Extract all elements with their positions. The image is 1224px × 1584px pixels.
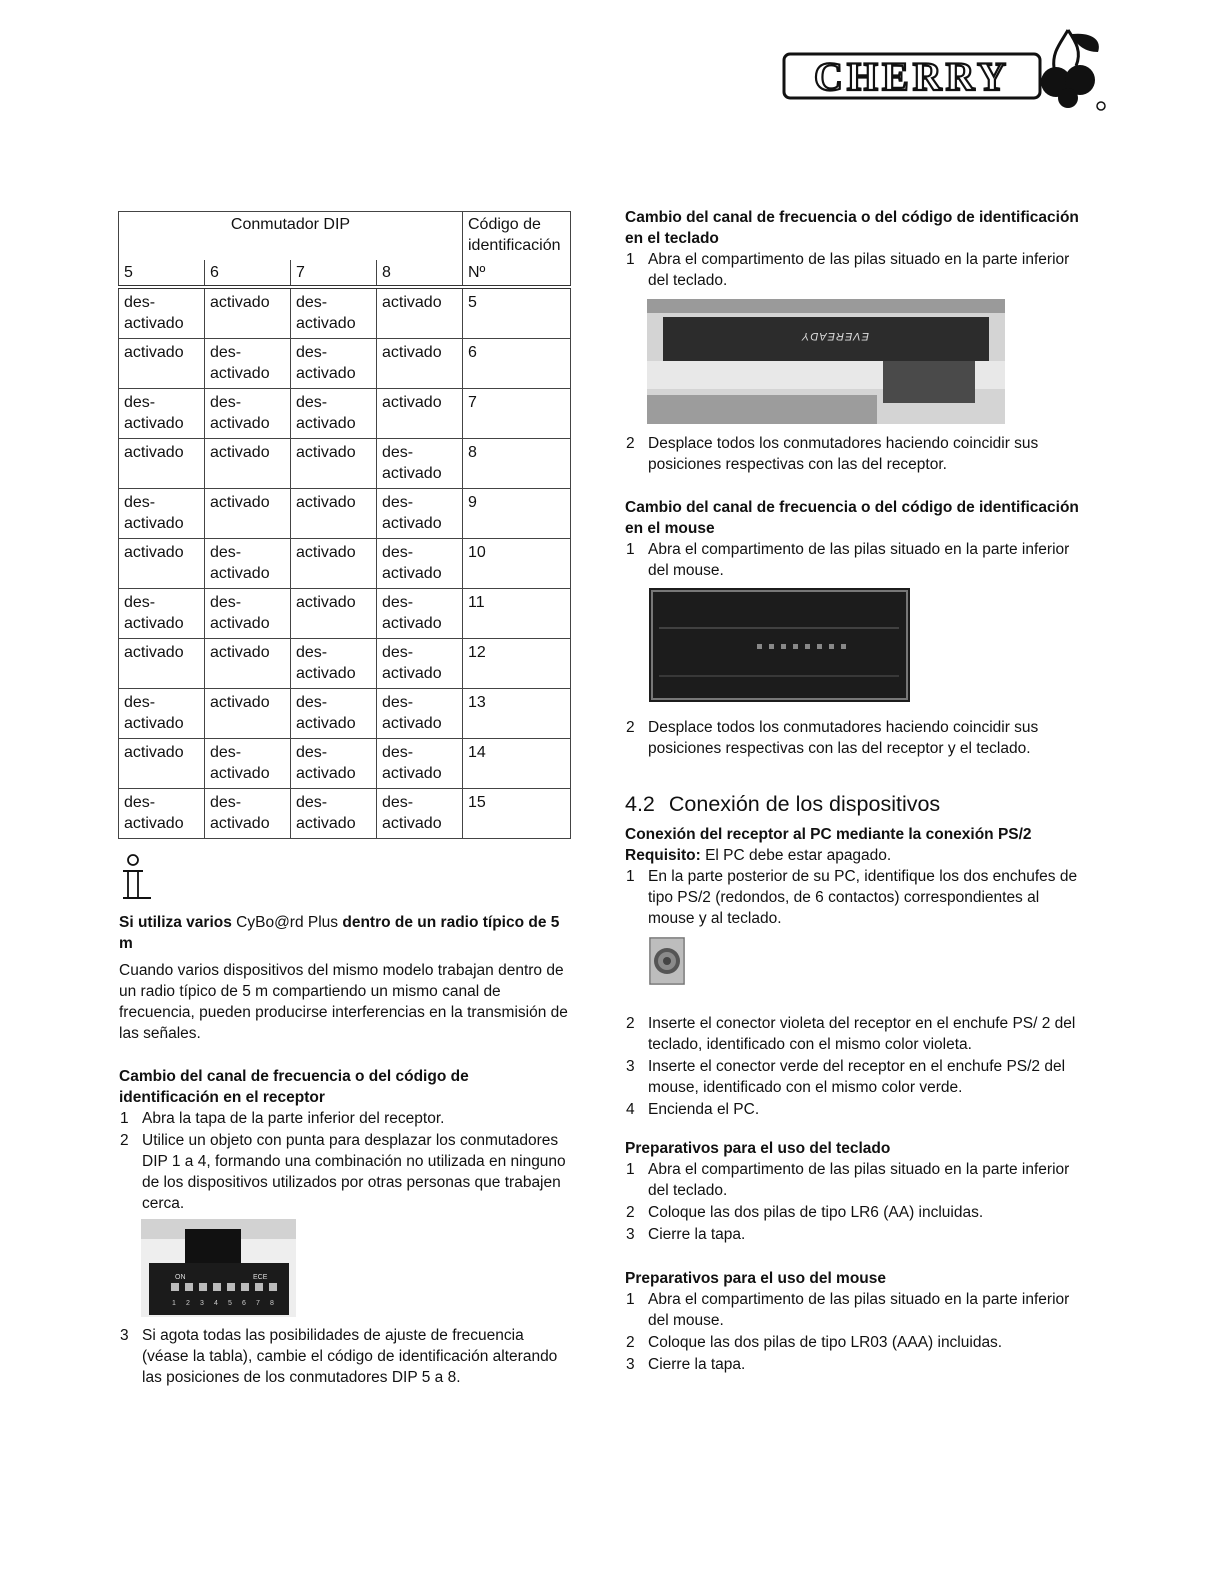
info-icon [121,854,155,904]
step-text: Cierre la tapa. [648,1356,746,1373]
table-row [119,689,571,739]
table-cell-switch-6: des- activado [205,339,291,389]
table-row [119,539,571,589]
table-cell-switch-6: des- activado [205,739,291,789]
table-cell-switch-6: des- activado [205,389,291,439]
table-cell-switch-8: des- activado [377,639,463,689]
connection-subheading: Conexión del receptor al PC mediante la conexión PS/2 [625,826,1032,843]
table-cell-id: 8 [463,439,571,489]
cherry-logo-graphic [776,22,1112,112]
photo-ece-label: ECE [253,1274,268,1281]
table-cell-switch-7: activado [291,589,377,639]
cherry-logo [776,22,1112,112]
photo-on-label: ON [175,1274,186,1281]
table-row [119,489,571,539]
step-text: Abra el compartimento de las pilas situado en la parte inferior del mouse. [648,1291,1070,1329]
photo-digit-4: 4 [214,1300,218,1307]
keyboard-change-section-cont [625,433,1080,476]
keyboard-change-steps-b [625,433,1080,475]
step-text: Abra el compartimento de las pilas situado en la parte inferior del mouse. [648,541,1070,579]
keyboard-change-section [625,207,1080,292]
table-cell-id: 6 [463,339,571,389]
table-row [119,789,571,839]
table-cell-switch-6: des- activado [205,789,291,839]
connection-step-2 [625,1013,1080,1055]
receiver-step-3 [119,1325,571,1388]
photo-digit-6: 6 [242,1300,246,1307]
step-text: En la parte posterior de su PC, identifique los dos enchufes de tipo PS/2 (redondos, de 6 contactos) correspondientes al mouse y al teclado. [648,868,1078,927]
dip-switch-table [118,211,571,839]
prep-keyboard-section [625,1138,1080,1246]
table-cell-switch-5: activado [119,539,205,589]
mouse-change-heading: Cambio del canal de frecuencia o del código de identificación en el mouse [625,499,1079,537]
ps2-port-photo [649,937,685,985]
table-cell-switch-7: des- activado [291,389,377,439]
step-number: 1 [626,1161,635,1178]
table-header-switch-5: 5 [119,260,205,287]
table-cell-switch-5: activado [119,439,205,489]
receiver-steps-a [119,1108,571,1214]
table-row [119,589,571,639]
step-number: 3 [626,1356,635,1373]
requirement [625,845,1080,866]
table-row [119,287,571,339]
table-cell-switch-8: des- activado [377,789,463,839]
step-number: 3 [626,1058,635,1075]
table-cell-switch-8: activado [377,287,463,339]
step-text: Abra el compartimento de las pilas situado en la parte inferior del teclado. [648,251,1070,289]
table-cell-switch-7: des- activado [291,689,377,739]
step-text: Coloque las dos pilas de tipo LR03 (AAA) incluidas. [648,1334,1003,1351]
table-cell-id: 14 [463,739,571,789]
table-cell-id: 11 [463,589,571,639]
table-cell-switch-6: des- activado [205,589,291,639]
requirement-label: Requisito: [625,847,701,864]
prep-mouse-step-2 [625,1332,1080,1353]
table-cell-switch-5: des- activado [119,689,205,739]
table-cell-switch-7: des- activado [291,287,377,339]
step-text: Coloque las dos pilas de tipo LR6 (AA) incluidas. [648,1204,984,1221]
prep-mouse-step-3 [625,1354,1080,1375]
table-cell-id: 15 [463,789,571,839]
logo-text: CHERRY [814,54,1010,99]
connection-step-1 [625,866,1080,929]
step-text: Desplace todos los conmutadores haciendo coincidir sus posiciones respectivas con las del receptor. [648,435,1039,473]
table-cell-switch-7: des- activado [291,789,377,839]
table-header-id: Código de identificación [463,212,571,261]
table-cell-switch-8: activado [377,389,463,439]
table-cell-switch-8: des- activado [377,589,463,639]
step-text: Si agota todas las posibilidades de ajuste de frecuencia (véase la tabla), cambie el código de identificación alterando las posiciones de los conmutadores DIP 5 a 8. [142,1327,558,1386]
mouse-change-section-cont [625,717,1080,760]
step-text: Utilice un objeto con punta para desplazar los conmutadores DIP 1 a 4, formando una combinación no utilizada en ninguno de los dispositivos utilizados por otras personas que trabajen cerca. [142,1132,566,1212]
table-cell-switch-5: activado [119,739,205,789]
prep-mouse-steps [625,1289,1080,1375]
step-text: Desplace todos los conmutadores haciendo coincidir sus posiciones respectivas con las del receptor y el teclado. [648,719,1039,757]
prep-keyboard-steps [625,1159,1080,1245]
table-cell-switch-5: activado [119,339,205,389]
step-number: 2 [626,435,635,452]
table-header-group: Conmutador DIP [119,212,463,261]
requirement-text: El PC debe estar apagado. [705,847,892,864]
note-heading [119,912,571,954]
section-title [625,790,1080,818]
table-cell-switch-5: des- activado [119,287,205,339]
table-cell-switch-6: activado [205,439,291,489]
table-row [119,739,571,789]
connection-steps-b [625,1013,1080,1120]
table-cell-switch-8: des- activado [377,489,463,539]
step-text: Inserte el conector verde del receptor en el enchufe PS/2 del mouse, identificado con el mismo color verde. [648,1058,1066,1096]
step-text: Inserte el conector violeta del receptor en el enchufe PS/ 2 del teclado, identificado con el mismo color violeta. [648,1015,1076,1053]
receiver-step-1 [119,1108,571,1129]
table-row [119,639,571,689]
table-cell-switch-5: activado [119,639,205,689]
step-number: 1 [120,1110,129,1127]
mouse-change-step-2 [625,717,1080,759]
table-cell-switch-7: activado [291,489,377,539]
mouse-dip-photo [649,588,910,702]
keyboard-change-steps-a [625,249,1080,291]
receiver-section-cont [119,1325,571,1389]
prep-mouse-section [625,1268,1080,1376]
table-cell-switch-5: des- activado [119,789,205,839]
step-number: 4 [626,1101,635,1118]
receiver-steps-b [119,1325,571,1388]
receiver-dip-photo [141,1219,296,1317]
step-text: Cierre la tapa. [648,1226,746,1243]
connection-section [625,790,1080,930]
table-cell-switch-6: activado [205,639,291,689]
table-cell-id: 9 [463,489,571,539]
table-header-switch-8: 8 [377,260,463,287]
keyboard-change-step-2 [625,433,1080,475]
table-cell-switch-7: activado [291,439,377,489]
table-cell-switch-6: activado [205,689,291,739]
table-cell-id: 13 [463,689,571,739]
step-text: Encienda el PC. [648,1101,760,1118]
table-cell-switch-8: des- activado [377,439,463,489]
receiver-section [119,1066,571,1215]
table-header-switch-7: 7 [291,260,377,287]
receiver-step-2 [119,1130,571,1214]
step-number: 2 [626,1334,635,1351]
section-number: 4.2 [625,792,655,816]
table-cell-id: 12 [463,639,571,689]
connection-steps-a [625,866,1080,929]
section-title-text: Conexión de los dispositivos [668,792,941,816]
table-cell-switch-6: activado [205,287,291,339]
keyboard-change-step-1 [625,249,1080,291]
table-cell-id: 5 [463,287,571,339]
table-cell-switch-6: des- activado [205,539,291,589]
step-text: Abra la tapa de la parte inferior del receptor. [142,1110,445,1127]
table-cell-switch-7: des- activado [291,739,377,789]
mouse-change-step-1 [625,539,1080,581]
table-cell-switch-8: des- activado [377,689,463,739]
mouse-change-section [625,497,1080,582]
table-cell-id: 10 [463,539,571,589]
note-heading-bold1: Si utiliza varios [119,914,232,931]
note-heading-bold2: dentro de un radio típico de 5 m [119,914,560,952]
keyboard-change-heading: Cambio del canal de frecuencia o del código de identificación en el teclado [625,209,1079,247]
connection-step-3 [625,1056,1080,1098]
prep-keyboard-step-2 [625,1202,1080,1223]
prep-keyboard-step-3 [625,1224,1080,1245]
note-body: Cuando varios dispositivos del mismo modelo trabajan dentro de un radio típico de 5 m compartiendo un mismo canal de frecuencia, pueden producirse interferencias en la transmisión de las señales. [119,962,568,1042]
photo-digit-8: 8 [270,1300,274,1307]
table-row [119,439,571,489]
step-number: 1 [626,251,635,268]
step-number: 1 [626,1291,635,1308]
step-number: 3 [626,1226,635,1243]
table-cell-switch-8: des- activado [377,739,463,789]
table-cell-switch-7: des- activado [291,339,377,389]
photo-digit-1: 1 [172,1300,176,1307]
step-number: 2 [626,1015,635,1032]
multi-device-note [119,912,571,1044]
step-number: 2 [626,1204,635,1221]
prep-keyboard-step-1 [625,1159,1080,1201]
table-row [119,339,571,389]
table-cell-switch-8: activado [377,339,463,389]
battery-label: EVEREADY [801,330,869,342]
table-cell-switch-5: des- activado [119,389,205,439]
step-text: Abra el compartimento de las pilas situado en la parte inferior del teclado. [648,1161,1070,1199]
table-cell-id: 7 [463,389,571,439]
step-number: 1 [626,541,635,558]
prep-mouse-step-1 [625,1289,1080,1331]
photo-digit-3: 3 [200,1300,204,1307]
table-cell-switch-5: des- activado [119,589,205,639]
photo-digit-5: 5 [228,1300,232,1307]
mouse-change-steps-a [625,539,1080,581]
table-cell-switch-6: activado [205,489,291,539]
connection-section-cont [625,1013,1080,1121]
table-cell-switch-7: activado [291,539,377,589]
mouse-change-steps-b [625,717,1080,759]
photo-digit-7: 7 [256,1300,260,1307]
table-row [119,389,571,439]
table-header-switch-6: 6 [205,260,291,287]
keyboard-battery-photo [647,299,1005,424]
step-number: 2 [120,1132,129,1149]
dip-table-body [119,287,571,839]
table-cell-switch-7: des- activado [291,639,377,689]
step-number: 3 [120,1327,129,1344]
table-cell-switch-8: des- activado [377,539,463,589]
photo-digit-2: 2 [186,1300,190,1307]
prep-keyboard-heading: Preparativos para el uso del teclado [625,1140,891,1157]
prep-mouse-heading: Preparativos para el uso del mouse [625,1270,887,1287]
note-heading-product: CyBo@rd Plus [236,914,339,931]
receiver-heading: Cambio del canal de frecuencia o del código de identificación en el receptor [119,1068,469,1106]
step-number: 1 [626,868,635,885]
table-header-number: Nº [463,260,571,287]
connection-step-4 [625,1099,1080,1120]
table-cell-switch-5: des- activado [119,489,205,539]
step-number: 2 [626,719,635,736]
